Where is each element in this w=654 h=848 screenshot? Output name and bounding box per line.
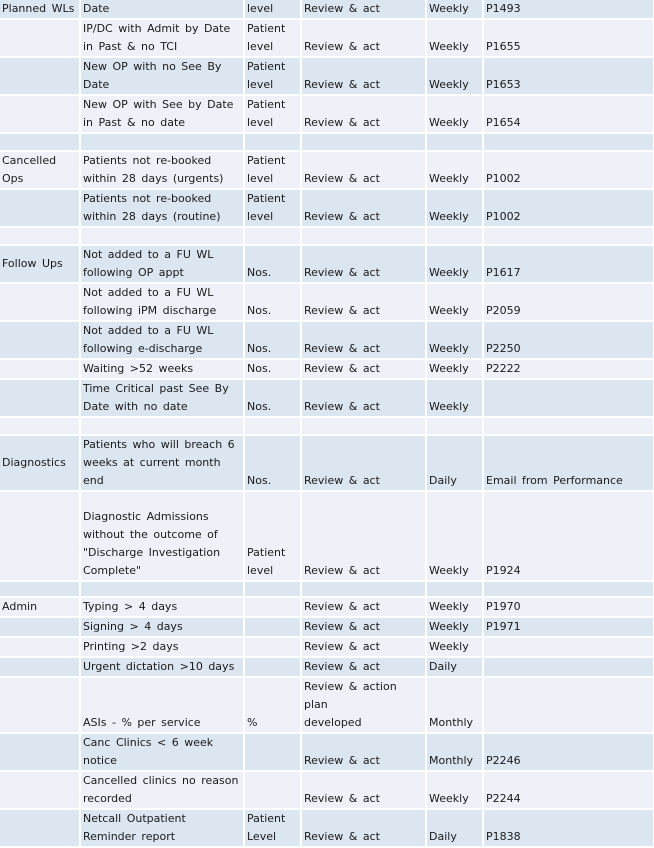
table-row [0,581,654,597]
level-cell: Patient level [244,189,301,227]
frequency-cell: Daily [426,435,483,491]
reference-cell: P2222 [483,359,654,379]
action-cell: Review & act [301,245,426,283]
reference-cell: P1002 [483,189,654,227]
table-row [0,95,654,133]
frequency-cell: Weekly [426,771,483,809]
level-cell [244,417,301,435]
frequency-cell [426,581,483,597]
level-cell [244,733,301,771]
table-row [0,677,654,733]
table-row [0,321,654,359]
action-cell: Review & act [301,0,426,19]
measure-cell: Signing > 4 days [80,617,244,637]
category-cell: Planned WLs [0,0,80,19]
measure-cell: ASIs - % per service [80,677,244,733]
reference-cell: P1838 [483,809,654,847]
frequency-cell [426,417,483,435]
action-cell [301,133,426,151]
action-cell: Review & act [301,617,426,637]
action-cell: Review & act [301,283,426,321]
reference-cell: P1653 [483,57,654,95]
level-cell: Nos. [244,359,301,379]
category-cell [0,581,80,597]
table-row [0,809,654,847]
table-row [0,227,654,245]
level-cell [244,657,301,677]
measure-cell: Not added to a FU WL following OP appt [80,245,244,283]
action-cell [301,417,426,435]
action-cell: Review & action plan developed [301,677,426,733]
action-cell: Review & act [301,321,426,359]
measure-cell: Time Critical past See By Date with no date [80,379,244,417]
frequency-cell: Weekly [426,189,483,227]
measure-cell [80,417,244,435]
frequency-cell: Monthly [426,677,483,733]
table-row [0,133,654,151]
reference-cell: P1655 [483,19,654,57]
action-cell [301,581,426,597]
level-cell [244,581,301,597]
measure-cell [80,227,244,245]
table-row [0,617,654,637]
frequency-cell: Weekly [426,283,483,321]
table-row [0,733,654,771]
reference-cell [483,417,654,435]
frequency-cell: Weekly [426,321,483,359]
action-cell [301,227,426,245]
action-cell: Review & act [301,771,426,809]
level-cell [244,771,301,809]
frequency-cell: Weekly [426,57,483,95]
measure-cell: Patients not re-booked within 28 days (routine) [80,189,244,227]
action-cell: Review & act [301,95,426,133]
category-cell: Cancelled Ops [0,151,80,189]
category-cell [0,491,80,581]
measure-cell: IP/DC with Admit by Date in Past & no TCI [80,19,244,57]
action-cell: Review & act [301,359,426,379]
table-row [0,771,654,809]
frequency-cell: Weekly [426,597,483,617]
reference-cell: P2246 [483,733,654,771]
level-cell: Nos. [244,283,301,321]
category-cell: Follow Ups [0,245,80,283]
table-row [0,0,654,19]
level-cell: Patient level [244,491,301,581]
measure-cell: Not added to a FU WL following e-discharge [80,321,244,359]
category-cell [0,809,80,847]
frequency-cell: Weekly [426,379,483,417]
table-row [0,417,654,435]
table-row [0,491,654,581]
action-cell: Review & act [301,435,426,491]
reference-cell: P1493 [483,0,654,19]
frequency-cell: Daily [426,809,483,847]
reference-cell: P2250 [483,321,654,359]
table-row [0,189,654,227]
reference-cell: P1971 [483,617,654,637]
action-cell: Review & act [301,491,426,581]
category-cell [0,321,80,359]
level-cell: Patient level [244,19,301,57]
category-cell [0,677,80,733]
table-row [0,657,654,677]
reference-cell: P2059 [483,283,654,321]
action-cell: Review & act [301,189,426,227]
measure-cell: Not added to a FU WL following iPM discharge [80,283,244,321]
reference-cell [483,379,654,417]
reference-cell [483,133,654,151]
table-row [0,283,654,321]
level-cell: Nos. [244,245,301,283]
table-row [0,435,654,491]
measure-cell: Cancelled clinics no reason recorded [80,771,244,809]
category-cell [0,227,80,245]
level-cell [244,133,301,151]
action-cell: Review & act [301,657,426,677]
frequency-cell [426,227,483,245]
measure-cell: New OP with See by Date in Past & no date [80,95,244,133]
level-cell: Patient Level [244,809,301,847]
action-cell: Review & act [301,379,426,417]
measure-cell: Typing > 4 days [80,597,244,617]
category-cell [0,95,80,133]
frequency-cell: Weekly [426,637,483,657]
level-cell: Patient level [244,95,301,133]
frequency-cell: Monthly [426,733,483,771]
measure-cell: Diagnostic Admissions without the outcome of "Discharge Investigation Complete" [80,491,244,581]
table-row [0,245,654,283]
action-cell: Review & act [301,19,426,57]
action-cell: Review & act [301,809,426,847]
level-cell [244,637,301,657]
category-cell [0,133,80,151]
category-cell: Diagnostics [0,435,80,491]
measure-cell: Patients not re-booked within 28 days (urgents) [80,151,244,189]
category-cell [0,57,80,95]
level-cell [244,617,301,637]
category-cell [0,189,80,227]
level-cell: % [244,677,301,733]
measure-cell [80,133,244,151]
category-cell [0,283,80,321]
reference-cell [483,657,654,677]
category-cell [0,733,80,771]
category-cell [0,359,80,379]
action-cell: Review & act [301,151,426,189]
frequency-cell: Weekly [426,359,483,379]
reference-cell [483,637,654,657]
level-cell: Nos. [244,435,301,491]
reference-cell [483,677,654,733]
category-cell [0,617,80,637]
action-cell: Review & act [301,597,426,617]
frequency-cell: Weekly [426,19,483,57]
reference-cell: P1970 [483,597,654,617]
table-row [0,597,654,617]
measure-cell: Printing >2 days [80,637,244,657]
category-cell [0,637,80,657]
table-row [0,19,654,57]
measure-cell: Date [80,0,244,19]
table-row [0,151,654,189]
measure-cell: Canc Clinics < 6 week notice [80,733,244,771]
frequency-cell: Weekly [426,151,483,189]
level-cell [244,227,301,245]
reference-cell: P1002 [483,151,654,189]
level-cell: Patient level [244,57,301,95]
reference-cell: P1924 [483,491,654,581]
reference-cell: P1617 [483,245,654,283]
measure-cell: New OP with no See By Date [80,57,244,95]
measure-cell: Patients who will breach 6 weeks at current month end [80,435,244,491]
measure-cell: Urgent dictation >10 days [80,657,244,677]
level-cell: Nos. [244,379,301,417]
category-cell: Admin [0,597,80,617]
category-cell [0,417,80,435]
category-cell [0,657,80,677]
frequency-cell: Weekly [426,0,483,19]
table-row [0,379,654,417]
frequency-cell: Daily [426,657,483,677]
action-cell: Review & act [301,733,426,771]
reference-cell: P2244 [483,771,654,809]
level-cell: level [244,0,301,19]
reference-cell [483,227,654,245]
reference-cell [483,581,654,597]
table-row [0,637,654,657]
table-row [0,57,654,95]
measure-cell [80,581,244,597]
table-row [0,359,654,379]
reference-cell: Email from Performance [483,435,654,491]
level-cell: Nos. [244,321,301,359]
frequency-cell: Weekly [426,617,483,637]
level-cell [244,597,301,617]
action-cell: Review & act [301,637,426,657]
frequency-cell: Weekly [426,491,483,581]
level-cell: Patient level [244,151,301,189]
measure-cell: Waiting >52 weeks [80,359,244,379]
category-cell [0,19,80,57]
frequency-cell [426,133,483,151]
frequency-cell: Weekly [426,245,483,283]
category-cell [0,771,80,809]
reference-cell: P1654 [483,95,654,133]
measure-cell: Netcall Outpatient Reminder report [80,809,244,847]
action-cell: Review & act [301,57,426,95]
category-cell [0,379,80,417]
frequency-cell: Weekly [426,95,483,133]
